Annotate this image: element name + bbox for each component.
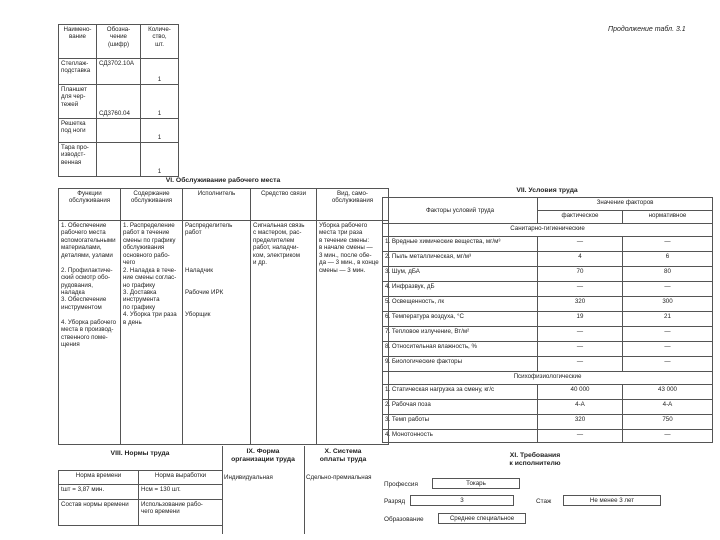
table-row: 9. Биологические факторы — — <box>383 357 713 372</box>
s9-form-value: Индивидуальная <box>224 474 273 481</box>
table-row: 4. Монотонность — — <box>383 430 713 443</box>
s8-time-norm-composition: Состав нормы времени <box>59 500 139 526</box>
table-row: Тара про- изводст- венная 1 <box>59 143 179 177</box>
s6-header-functions: Функции обслуживания <box>59 189 121 221</box>
s6-header-executor: Исполнитель <box>183 189 251 221</box>
s6-content: 1. Распределение работ в течение смены по графику обслуживания основного рабо- чего 2. Наладка в тече- ние смены соглас- но графику 3. Доставка инструмента по графику 4. Уборка три раза в день <box>121 221 183 445</box>
experience-value: Не менее 3 лет <box>563 495 661 506</box>
table-row: 5. Освещенность, лк 320 300 <box>383 297 713 312</box>
s7-header-factors: Факторы условий труда <box>383 198 538 224</box>
divider <box>222 446 223 534</box>
equip-header-qty: Количе- ство, шт. <box>141 25 179 59</box>
s6-self-service: Уборка рабочего места три раза в течение смены: в начале смены — 3 мин., после обе- да — 3 мин., в конце смены — 3 мин. <box>317 221 389 445</box>
equip-header-code: Обозна- чение (шифр) <box>97 25 141 59</box>
s8-work-time-usage: Использование рабо- чего времени <box>139 500 223 526</box>
s6-header-content: Содержание обслуживания <box>121 189 183 221</box>
s8-time-norm-value: tшт = 3,87 мин. <box>59 485 139 500</box>
s7-header-norm: нормативное <box>623 211 713 224</box>
table-row: 7. Тепловое излучение, Вт/м² — — <box>383 327 713 342</box>
section-8-title: VIII. Нормы труда <box>110 450 170 457</box>
table-row: Решетка под ноги 1 <box>59 119 179 143</box>
education-label: Образование <box>384 516 424 523</box>
s6-header-self-service: Вид, само- обслуживания <box>317 189 389 221</box>
table-row: 3. Шум, дБА 70 80 <box>383 267 713 282</box>
table-row: 2. Рабочая поза 4-А 4-А <box>383 400 713 415</box>
table-row: Планшет для чер- тежей СД3760.04 1 <box>59 85 179 119</box>
section-7-title: VII. Условия труда <box>516 187 578 194</box>
s8-header-output-norm: Норма выработки <box>139 471 223 485</box>
s6-executor: Распределитель работ Наладчик Рабочие ИРК Уборщик <box>183 221 251 445</box>
divider <box>304 446 305 534</box>
table-row: 3. Темп работы 320 750 <box>383 415 713 430</box>
s7-header-actual: фактическое <box>538 211 623 224</box>
s7-header-values: Значение факторов <box>538 198 713 211</box>
section-10-title: X. Система оплаты труда <box>319 448 367 464</box>
grade-value: 3 <box>410 495 514 506</box>
continuation-caption: Продолжение табл. 3.1 <box>608 26 686 33</box>
s7-group-sanitary: Санитарно-гигиенические <box>383 224 713 237</box>
table-row: 1. Статическая нагрузка за смену, кг/с 40 000 43 000 <box>383 385 713 400</box>
education-value: Среднее специальное <box>438 513 526 524</box>
equip-header-name: Наимено- вание <box>59 25 97 59</box>
equipment-table <box>58 24 179 177</box>
profession-label: Профессия <box>384 481 418 488</box>
conditions-table <box>382 197 713 443</box>
s8-header-time-norm: Норма времени <box>59 471 139 485</box>
s6-communication: Сигнальная связь с мастером, рас- пределителем работ, наладчи- ком, электриком и др. <box>251 221 317 445</box>
s10-payment-value: Сдельно-премиальная <box>306 474 372 481</box>
s8-output-norm-value: Нсм = 130 шт. <box>139 485 223 500</box>
table-row: Стеллаж- подставка СД3702.10А 1 <box>59 59 179 85</box>
grade-label: Разряд <box>384 498 406 505</box>
table-row: 4. Инфразвук, дБ — — <box>383 282 713 297</box>
table-row: 6. Температура воздуха, °С 19 21 <box>383 312 713 327</box>
s6-header-communication: Средство связи <box>251 189 317 221</box>
table-row: 1. Вредные химические вещества, мг/м³ — — <box>383 237 713 252</box>
s7-group-psycho: Психофизиологические <box>383 372 713 385</box>
section-9-title: IX. Форма организации труда <box>231 448 295 464</box>
section-6-title: VI. Обслуживание рабочего места <box>165 177 281 184</box>
labor-norms-table <box>58 470 223 526</box>
service-table <box>58 188 389 445</box>
profession-value: Токарь <box>432 478 520 489</box>
s6-functions: 1. Обеспечение рабочего места вспомогательными материалами, деталями, узлами 2. Профилактиче- ский осмотр обо- рудования, наладка 3. Обеспечение инструментом 4. Уборка рабочего места в производ- ственного поме- щения <box>59 221 121 445</box>
section-11-title: XI. Требования к исполнителю <box>509 452 561 468</box>
table-row: 2. Пыль металлическая, мг/м³ 4 6 <box>383 252 713 267</box>
experience-label: Стаж <box>536 498 552 505</box>
table-row: 8. Относительная влажность, % — — <box>383 342 713 357</box>
